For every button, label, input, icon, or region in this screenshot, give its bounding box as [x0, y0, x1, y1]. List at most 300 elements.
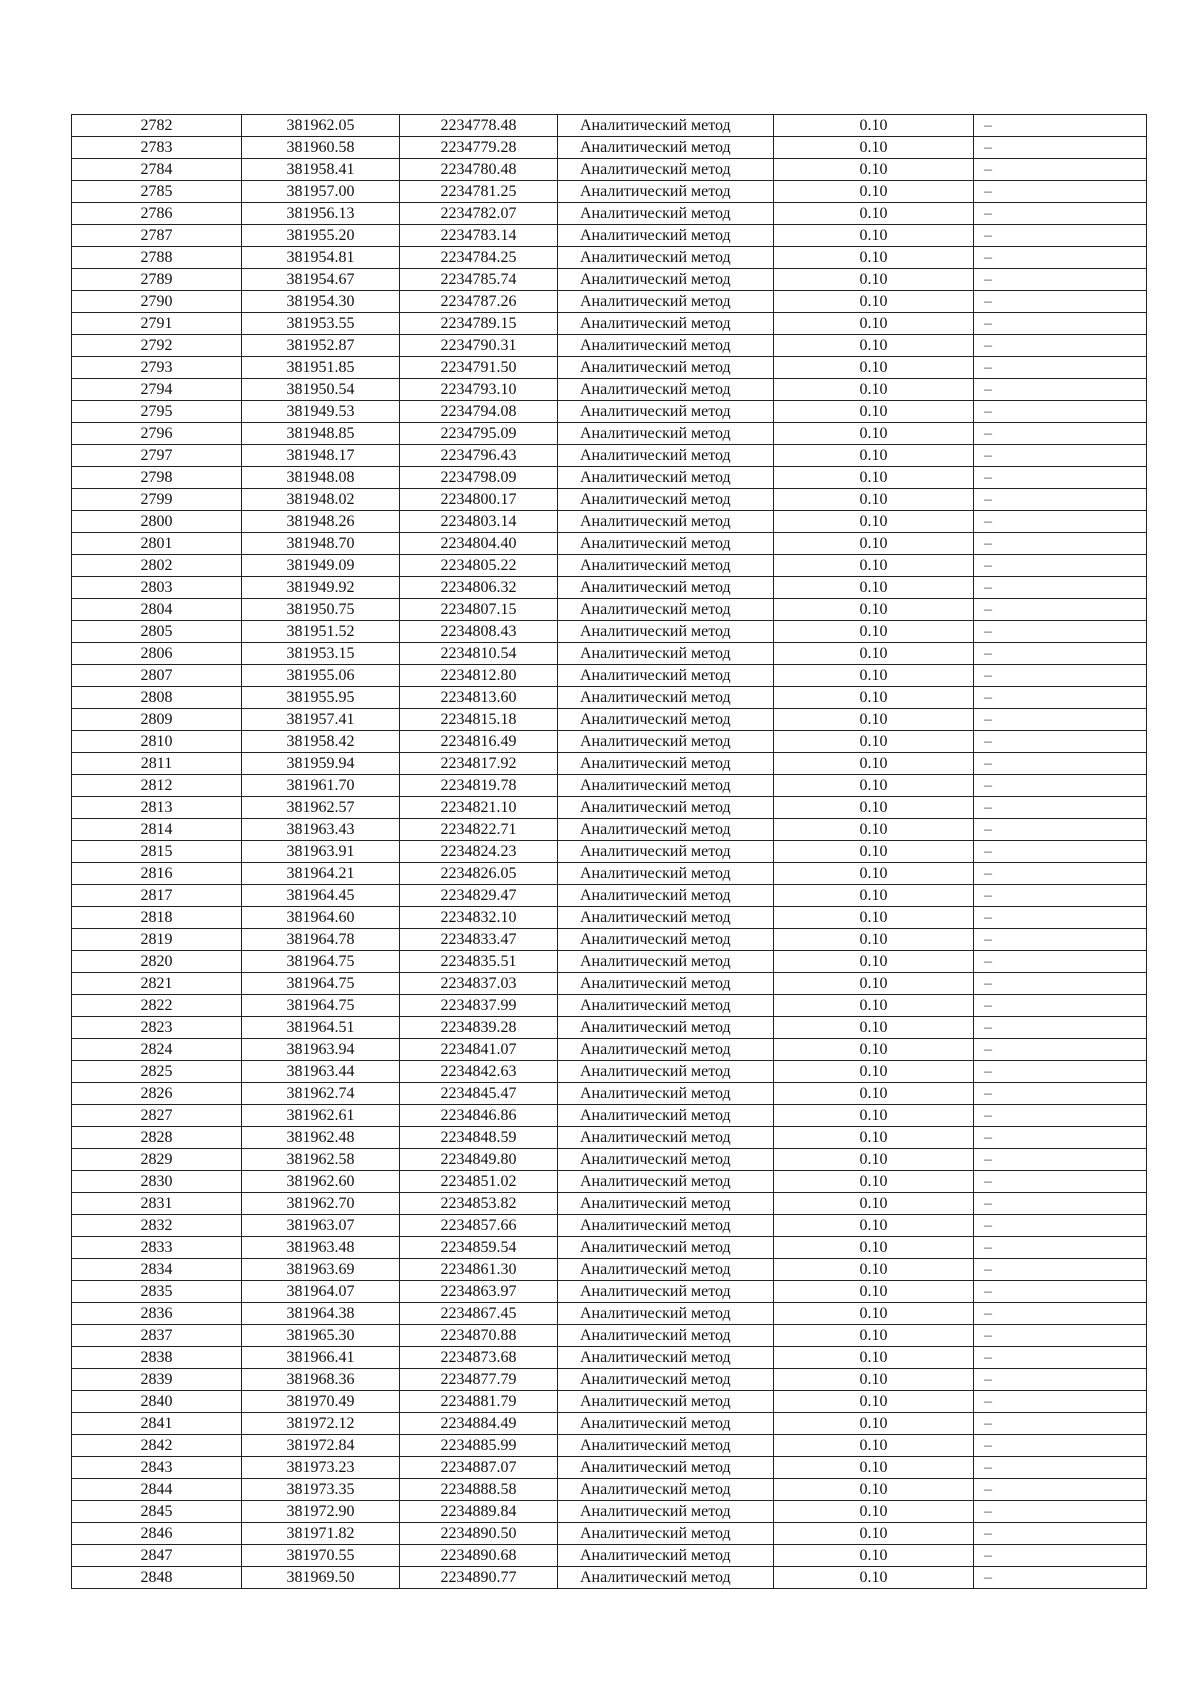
method-cell: Аналитический метод: [558, 115, 774, 137]
method-cell: Аналитический метод: [558, 863, 774, 885]
x-coordinate-cell: 381960.58: [242, 137, 400, 159]
x-coordinate-cell: 381962.05: [242, 115, 400, 137]
accuracy-cell: 0.10: [774, 1127, 974, 1149]
table-row: [72, 1149, 1147, 1171]
table-row: [72, 1281, 1147, 1303]
y-coordinate-cell: 2234789.15: [400, 313, 558, 335]
x-coordinate-cell: 381953.55: [242, 313, 400, 335]
method-cell: Аналитический метод: [558, 643, 774, 665]
method-cell: Аналитический метод: [558, 599, 774, 621]
note-cell: –: [974, 1259, 1147, 1281]
accuracy-cell: 0.10: [774, 1523, 974, 1545]
accuracy-cell: 0.10: [774, 1391, 974, 1413]
table-row: [72, 1039, 1147, 1061]
point-number-cell: 2809: [72, 709, 242, 731]
accuracy-cell: 0.10: [774, 247, 974, 269]
x-coordinate-cell: 381952.87: [242, 335, 400, 357]
y-coordinate-cell: 2234793.10: [400, 379, 558, 401]
method-cell: Аналитический метод: [558, 885, 774, 907]
accuracy-cell: 0.10: [774, 1435, 974, 1457]
x-coordinate-cell: 381948.17: [242, 445, 400, 467]
y-coordinate-cell: 2234781.25: [400, 181, 558, 203]
table-row: [72, 247, 1147, 269]
accuracy-cell: 0.10: [774, 731, 974, 753]
accuracy-cell: 0.10: [774, 115, 974, 137]
x-coordinate-cell: 381963.48: [242, 1237, 400, 1259]
table-row: [72, 137, 1147, 159]
accuracy-cell: 0.10: [774, 137, 974, 159]
method-cell: Аналитический метод: [558, 1369, 774, 1391]
point-number-cell: 2784: [72, 159, 242, 181]
y-coordinate-cell: 2234819.78: [400, 775, 558, 797]
accuracy-cell: 0.10: [774, 621, 974, 643]
table-row: [72, 1083, 1147, 1105]
x-coordinate-cell: 381962.58: [242, 1149, 400, 1171]
point-number-cell: 2836: [72, 1303, 242, 1325]
note-cell: –: [974, 1303, 1147, 1325]
method-cell: Аналитический метод: [558, 247, 774, 269]
x-coordinate-cell: 381964.21: [242, 863, 400, 885]
point-number-cell: 2832: [72, 1215, 242, 1237]
method-cell: Аналитический метод: [558, 357, 774, 379]
note-cell: –: [974, 709, 1147, 731]
accuracy-cell: 0.10: [774, 1501, 974, 1523]
point-number-cell: 2791: [72, 313, 242, 335]
y-coordinate-cell: 2234822.71: [400, 819, 558, 841]
method-cell: Аналитический метод: [558, 555, 774, 577]
point-number-cell: 2785: [72, 181, 242, 203]
note-cell: –: [974, 115, 1147, 137]
y-coordinate-cell: 2234815.18: [400, 709, 558, 731]
table-row: [72, 775, 1147, 797]
y-coordinate-cell: 2234785.74: [400, 269, 558, 291]
accuracy-cell: 0.10: [774, 775, 974, 797]
y-coordinate-cell: 2234806.32: [400, 577, 558, 599]
x-coordinate-cell: 381964.51: [242, 1017, 400, 1039]
method-cell: Аналитический метод: [558, 1039, 774, 1061]
method-cell: Аналитический метод: [558, 1523, 774, 1545]
note-cell: –: [974, 1215, 1147, 1237]
accuracy-cell: 0.10: [774, 885, 974, 907]
point-number-cell: 2800: [72, 511, 242, 533]
method-cell: Аналитический метод: [558, 1435, 774, 1457]
note-cell: –: [974, 731, 1147, 753]
x-coordinate-cell: 381969.50: [242, 1567, 400, 1589]
table-row: [72, 1457, 1147, 1479]
point-number-cell: 2810: [72, 731, 242, 753]
x-coordinate-cell: 381973.35: [242, 1479, 400, 1501]
method-cell: Аналитический метод: [558, 1105, 774, 1127]
table-row: [72, 1325, 1147, 1347]
y-coordinate-cell: 2234790.31: [400, 335, 558, 357]
note-cell: –: [974, 247, 1147, 269]
method-cell: Аналитический метод: [558, 379, 774, 401]
method-cell: Аналитический метод: [558, 1171, 774, 1193]
note-cell: –: [974, 533, 1147, 555]
x-coordinate-cell: 381965.30: [242, 1325, 400, 1347]
method-cell: Аналитический метод: [558, 445, 774, 467]
y-coordinate-cell: 2234849.80: [400, 1149, 558, 1171]
note-cell: –: [974, 951, 1147, 973]
point-number-cell: 2812: [72, 775, 242, 797]
y-coordinate-cell: 2234890.77: [400, 1567, 558, 1589]
accuracy-cell: 0.10: [774, 1303, 974, 1325]
table-row: [72, 269, 1147, 291]
accuracy-cell: 0.10: [774, 1479, 974, 1501]
method-cell: Аналитический метод: [558, 159, 774, 181]
method-cell: Аналитический метод: [558, 797, 774, 819]
note-cell: –: [974, 1149, 1147, 1171]
accuracy-cell: 0.10: [774, 357, 974, 379]
accuracy-cell: 0.10: [774, 687, 974, 709]
method-cell: Аналитический метод: [558, 753, 774, 775]
note-cell: –: [974, 445, 1147, 467]
table-row: [72, 511, 1147, 533]
method-cell: Аналитический метод: [558, 489, 774, 511]
accuracy-cell: 0.10: [774, 1237, 974, 1259]
method-cell: Аналитический метод: [558, 1545, 774, 1567]
x-coordinate-cell: 381964.60: [242, 907, 400, 929]
y-coordinate-cell: 2234829.47: [400, 885, 558, 907]
note-cell: –: [974, 467, 1147, 489]
point-number-cell: 2799: [72, 489, 242, 511]
x-coordinate-cell: 381950.54: [242, 379, 400, 401]
accuracy-cell: 0.10: [774, 819, 974, 841]
table-body: [72, 115, 1147, 1589]
accuracy-cell: 0.10: [774, 291, 974, 313]
x-coordinate-cell: 381953.15: [242, 643, 400, 665]
note-cell: –: [974, 599, 1147, 621]
y-coordinate-cell: 2234833.47: [400, 929, 558, 951]
accuracy-cell: 0.10: [774, 1259, 974, 1281]
accuracy-cell: 0.10: [774, 665, 974, 687]
y-coordinate-cell: 2234837.03: [400, 973, 558, 995]
point-number-cell: 2823: [72, 1017, 242, 1039]
table-row: [72, 1215, 1147, 1237]
table-row: [72, 1567, 1147, 1589]
table-row: [72, 621, 1147, 643]
accuracy-cell: 0.10: [774, 379, 974, 401]
point-number-cell: 2831: [72, 1193, 242, 1215]
accuracy-cell: 0.10: [774, 643, 974, 665]
table-row: [72, 467, 1147, 489]
note-cell: –: [974, 929, 1147, 951]
x-coordinate-cell: 381958.41: [242, 159, 400, 181]
note-cell: –: [974, 819, 1147, 841]
note-cell: –: [974, 687, 1147, 709]
y-coordinate-cell: 2234846.86: [400, 1105, 558, 1127]
point-number-cell: 2815: [72, 841, 242, 863]
point-number-cell: 2825: [72, 1061, 242, 1083]
method-cell: Аналитический метод: [558, 511, 774, 533]
x-coordinate-cell: 381949.92: [242, 577, 400, 599]
method-cell: Аналитический метод: [558, 1391, 774, 1413]
method-cell: Аналитический метод: [558, 203, 774, 225]
y-coordinate-cell: 2234859.54: [400, 1237, 558, 1259]
y-coordinate-cell: 2234826.05: [400, 863, 558, 885]
method-cell: Аналитический метод: [558, 1501, 774, 1523]
note-cell: –: [974, 1479, 1147, 1501]
accuracy-cell: 0.10: [774, 225, 974, 247]
y-coordinate-cell: 2234782.07: [400, 203, 558, 225]
point-number-cell: 2847: [72, 1545, 242, 1567]
y-coordinate-cell: 2234798.09: [400, 467, 558, 489]
note-cell: –: [974, 1325, 1147, 1347]
note-cell: –: [974, 511, 1147, 533]
method-cell: Аналитический метод: [558, 973, 774, 995]
x-coordinate-cell: 381954.81: [242, 247, 400, 269]
method-cell: Аналитический метод: [558, 1347, 774, 1369]
y-coordinate-cell: 2234824.23: [400, 841, 558, 863]
table-row: [72, 1391, 1147, 1413]
note-cell: –: [974, 577, 1147, 599]
x-coordinate-cell: 381971.82: [242, 1523, 400, 1545]
y-coordinate-cell: 2234890.50: [400, 1523, 558, 1545]
x-coordinate-cell: 381948.26: [242, 511, 400, 533]
y-coordinate-cell: 2234813.60: [400, 687, 558, 709]
note-cell: –: [974, 401, 1147, 423]
table-row: [72, 555, 1147, 577]
point-number-cell: 2841: [72, 1413, 242, 1435]
note-cell: –: [974, 423, 1147, 445]
method-cell: Аналитический метод: [558, 731, 774, 753]
y-coordinate-cell: 2234889.84: [400, 1501, 558, 1523]
table-row: [72, 643, 1147, 665]
y-coordinate-cell: 2234887.07: [400, 1457, 558, 1479]
table-row: [72, 115, 1147, 137]
note-cell: –: [974, 1039, 1147, 1061]
method-cell: Аналитический метод: [558, 577, 774, 599]
x-coordinate-cell: 381954.67: [242, 269, 400, 291]
x-coordinate-cell: 381948.08: [242, 467, 400, 489]
method-cell: Аналитический метод: [558, 687, 774, 709]
point-number-cell: 2803: [72, 577, 242, 599]
y-coordinate-cell: 2234810.54: [400, 643, 558, 665]
y-coordinate-cell: 2234783.14: [400, 225, 558, 247]
method-cell: Аналитический метод: [558, 1017, 774, 1039]
coordinates-table: [71, 114, 1147, 1589]
point-number-cell: 2818: [72, 907, 242, 929]
y-coordinate-cell: 2234851.02: [400, 1171, 558, 1193]
y-coordinate-cell: 2234881.79: [400, 1391, 558, 1413]
x-coordinate-cell: 381950.75: [242, 599, 400, 621]
x-coordinate-cell: 381962.74: [242, 1083, 400, 1105]
x-coordinate-cell: 381963.91: [242, 841, 400, 863]
note-cell: –: [974, 379, 1147, 401]
table-row: [72, 1303, 1147, 1325]
note-cell: –: [974, 1061, 1147, 1083]
point-number-cell: 2794: [72, 379, 242, 401]
y-coordinate-cell: 2234803.14: [400, 511, 558, 533]
point-number-cell: 2833: [72, 1237, 242, 1259]
note-cell: –: [974, 335, 1147, 357]
method-cell: Аналитический метод: [558, 995, 774, 1017]
method-cell: Аналитический метод: [558, 621, 774, 643]
table-row: [72, 731, 1147, 753]
table-row: [72, 577, 1147, 599]
accuracy-cell: 0.10: [774, 929, 974, 951]
table-row: [72, 1523, 1147, 1545]
y-coordinate-cell: 2234780.48: [400, 159, 558, 181]
x-coordinate-cell: 381948.85: [242, 423, 400, 445]
point-number-cell: 2844: [72, 1479, 242, 1501]
note-cell: –: [974, 1171, 1147, 1193]
y-coordinate-cell: 2234817.92: [400, 753, 558, 775]
y-coordinate-cell: 2234795.09: [400, 423, 558, 445]
accuracy-cell: 0.10: [774, 1061, 974, 1083]
table-row: [72, 1061, 1147, 1083]
x-coordinate-cell: 381962.70: [242, 1193, 400, 1215]
table-row: [72, 687, 1147, 709]
note-cell: –: [974, 1435, 1147, 1457]
y-coordinate-cell: 2234805.22: [400, 555, 558, 577]
accuracy-cell: 0.10: [774, 445, 974, 467]
y-coordinate-cell: 2234816.49: [400, 731, 558, 753]
method-cell: Аналитический метод: [558, 181, 774, 203]
accuracy-cell: 0.10: [774, 1083, 974, 1105]
note-cell: –: [974, 159, 1147, 181]
note-cell: –: [974, 797, 1147, 819]
y-coordinate-cell: 2234873.68: [400, 1347, 558, 1369]
point-number-cell: 2802: [72, 555, 242, 577]
x-coordinate-cell: 381964.38: [242, 1303, 400, 1325]
y-coordinate-cell: 2234808.43: [400, 621, 558, 643]
accuracy-cell: 0.10: [774, 1215, 974, 1237]
point-number-cell: 2817: [72, 885, 242, 907]
method-cell: Аналитический метод: [558, 1413, 774, 1435]
x-coordinate-cell: 381964.75: [242, 951, 400, 973]
method-cell: Аналитический метод: [558, 1237, 774, 1259]
point-number-cell: 2842: [72, 1435, 242, 1457]
table-row: [72, 1105, 1147, 1127]
note-cell: –: [974, 1105, 1147, 1127]
table-row: [72, 929, 1147, 951]
note-cell: –: [974, 489, 1147, 511]
accuracy-cell: 0.10: [774, 489, 974, 511]
note-cell: –: [974, 973, 1147, 995]
table-row: [72, 181, 1147, 203]
method-cell: Аналитический метод: [558, 907, 774, 929]
accuracy-cell: 0.10: [774, 203, 974, 225]
x-coordinate-cell: 381959.94: [242, 753, 400, 775]
x-coordinate-cell: 381955.06: [242, 665, 400, 687]
x-coordinate-cell: 381948.70: [242, 533, 400, 555]
method-cell: Аналитический метод: [558, 423, 774, 445]
table-row: [72, 291, 1147, 313]
point-number-cell: 2811: [72, 753, 242, 775]
y-coordinate-cell: 2234794.08: [400, 401, 558, 423]
note-cell: –: [974, 1567, 1147, 1589]
point-number-cell: 2839: [72, 1369, 242, 1391]
y-coordinate-cell: 2234787.26: [400, 291, 558, 313]
table-row: [72, 819, 1147, 841]
note-cell: –: [974, 1281, 1147, 1303]
accuracy-cell: 0.10: [774, 1567, 974, 1589]
note-cell: –: [974, 269, 1147, 291]
y-coordinate-cell: 2234890.68: [400, 1545, 558, 1567]
x-coordinate-cell: 381949.53: [242, 401, 400, 423]
method-cell: Аналитический метод: [558, 1149, 774, 1171]
x-coordinate-cell: 381970.49: [242, 1391, 400, 1413]
point-number-cell: 2830: [72, 1171, 242, 1193]
point-number-cell: 2838: [72, 1347, 242, 1369]
note-cell: –: [974, 555, 1147, 577]
x-coordinate-cell: 381964.75: [242, 995, 400, 1017]
method-cell: Аналитический метод: [558, 1083, 774, 1105]
point-number-cell: 2837: [72, 1325, 242, 1347]
table-row: [72, 1017, 1147, 1039]
x-coordinate-cell: 381964.78: [242, 929, 400, 951]
accuracy-cell: 0.10: [774, 797, 974, 819]
y-coordinate-cell: 2234867.45: [400, 1303, 558, 1325]
y-coordinate-cell: 2234839.28: [400, 1017, 558, 1039]
point-number-cell: 2824: [72, 1039, 242, 1061]
table-row: [72, 1259, 1147, 1281]
point-number-cell: 2845: [72, 1501, 242, 1523]
accuracy-cell: 0.10: [774, 1171, 974, 1193]
point-number-cell: 2807: [72, 665, 242, 687]
x-coordinate-cell: 381972.90: [242, 1501, 400, 1523]
method-cell: Аналитический метод: [558, 1127, 774, 1149]
x-coordinate-cell: 381973.23: [242, 1457, 400, 1479]
point-number-cell: 2805: [72, 621, 242, 643]
note-cell: –: [974, 1369, 1147, 1391]
point-number-cell: 2834: [72, 1259, 242, 1281]
x-coordinate-cell: 381970.55: [242, 1545, 400, 1567]
accuracy-cell: 0.10: [774, 1193, 974, 1215]
table-row: [72, 159, 1147, 181]
x-coordinate-cell: 381963.69: [242, 1259, 400, 1281]
x-coordinate-cell: 381962.48: [242, 1127, 400, 1149]
y-coordinate-cell: 2234842.63: [400, 1061, 558, 1083]
method-cell: Аналитический метод: [558, 225, 774, 247]
table-row: [72, 1193, 1147, 1215]
x-coordinate-cell: 381963.44: [242, 1061, 400, 1083]
note-cell: –: [974, 885, 1147, 907]
note-cell: –: [974, 203, 1147, 225]
x-coordinate-cell: 381963.07: [242, 1215, 400, 1237]
table-row: [72, 1127, 1147, 1149]
accuracy-cell: 0.10: [774, 951, 974, 973]
x-coordinate-cell: 381951.52: [242, 621, 400, 643]
method-cell: Аналитический метод: [558, 1567, 774, 1589]
y-coordinate-cell: 2234845.47: [400, 1083, 558, 1105]
y-coordinate-cell: 2234885.99: [400, 1435, 558, 1457]
accuracy-cell: 0.10: [774, 313, 974, 335]
x-coordinate-cell: 381958.42: [242, 731, 400, 753]
y-coordinate-cell: 2234848.59: [400, 1127, 558, 1149]
method-cell: Аналитический метод: [558, 819, 774, 841]
point-number-cell: 2813: [72, 797, 242, 819]
x-coordinate-cell: 381963.43: [242, 819, 400, 841]
method-cell: Аналитический метод: [558, 313, 774, 335]
x-coordinate-cell: 381957.00: [242, 181, 400, 203]
y-coordinate-cell: 2234784.25: [400, 247, 558, 269]
accuracy-cell: 0.10: [774, 1545, 974, 1567]
accuracy-cell: 0.10: [774, 423, 974, 445]
method-cell: Аналитический метод: [558, 137, 774, 159]
point-number-cell: 2820: [72, 951, 242, 973]
y-coordinate-cell: 2234888.58: [400, 1479, 558, 1501]
note-cell: –: [974, 313, 1147, 335]
y-coordinate-cell: 2234857.66: [400, 1215, 558, 1237]
point-number-cell: 2782: [72, 115, 242, 137]
point-number-cell: 2788: [72, 247, 242, 269]
method-cell: Аналитический метод: [558, 1061, 774, 1083]
note-cell: –: [974, 643, 1147, 665]
accuracy-cell: 0.10: [774, 269, 974, 291]
accuracy-cell: 0.10: [774, 533, 974, 555]
